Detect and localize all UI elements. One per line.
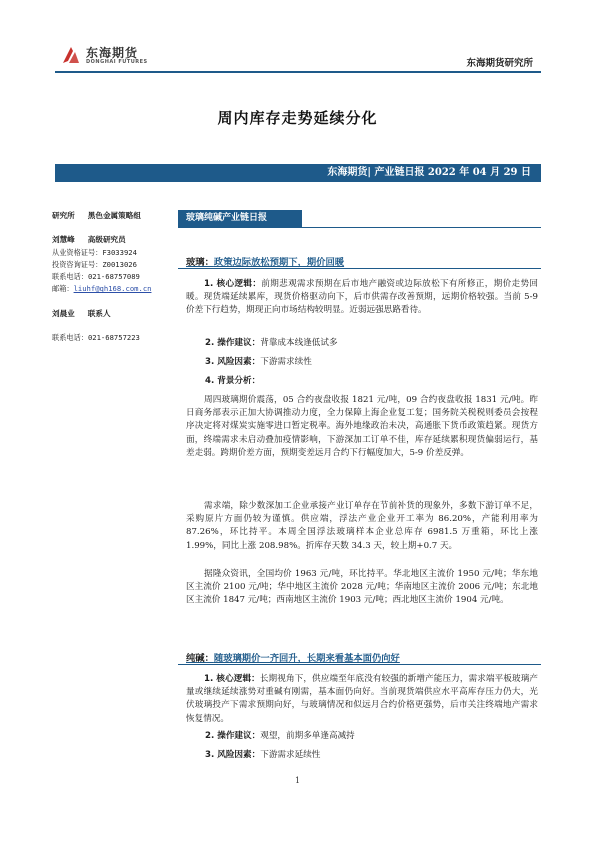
header-divider <box>55 71 541 73</box>
soda-logic <box>186 673 538 726</box>
person2-name: 刘晨业 <box>52 308 75 318</box>
glass-ops-text: 背靠成本线逢低试多 <box>260 338 338 348</box>
org-value: 黑色金属策略组 <box>87 211 141 220</box>
header-institute: 东海期货研究所 <box>466 58 533 69</box>
date-banner: 东海期货| 产业链日报 2022 年 04 月 29 日 <box>55 164 541 182</box>
glass-logic <box>186 278 538 318</box>
phone2-row <box>52 332 170 344</box>
soda-rule <box>178 664 541 665</box>
soda-logic-label: 1. 核心逻辑： <box>204 674 260 684</box>
glass-risk-text: 下游需求续性 <box>260 357 312 367</box>
soda-risk-text: 下游需求延续性 <box>260 750 321 760</box>
invest-value: Z0013026 <box>102 259 137 269</box>
section-heading-rule <box>178 227 541 228</box>
soda-subtitle <box>186 650 400 664</box>
person2-role: 联系人 <box>87 308 111 318</box>
glass-title: 政策边际放松预期下，期价回暖 <box>213 257 345 268</box>
soda-ops-label: 2. 操作建议： <box>205 731 261 741</box>
glass-risk-label: 3. 风险因素： <box>205 357 261 367</box>
soda-ops <box>205 730 355 743</box>
email-label: 邮箱： <box>52 284 74 294</box>
org-row <box>52 210 170 222</box>
glass-rule <box>178 268 541 269</box>
phone1-row <box>52 271 170 283</box>
soda-lead: 纯碱： <box>186 653 214 664</box>
glass-ops <box>205 337 338 350</box>
soda-title: 随玻璃期价一齐回升，长期来看基本面仍向好 <box>213 653 400 664</box>
glass-subtitle <box>186 254 344 268</box>
invest-row <box>52 259 170 271</box>
person1-role: 高级研究员 <box>87 235 126 245</box>
logo-text-en: DONGHAI FUTURES <box>86 59 148 65</box>
glass-bg-label: 4. 背景分析： <box>205 376 261 386</box>
glass-bg-p2 <box>186 500 538 553</box>
invest-label: 投资咨询证号： <box>52 259 103 269</box>
person2-row <box>52 308 170 320</box>
email-row <box>52 283 170 295</box>
phone2-value: 021-68757223 <box>87 333 140 343</box>
section-heading: 玻璃纯碱产业链日报 <box>178 210 302 227</box>
analyst-info <box>52 210 170 344</box>
logo-text-cn: 东海期货 <box>86 46 139 60</box>
report-title: 周内库存走势延续分化 <box>217 109 378 127</box>
license-row <box>52 247 170 259</box>
glass-bg-p1 <box>186 394 538 460</box>
phone1-label: 联系电话： <box>52 272 88 282</box>
soda-ops-text: 观望，前期多单逢高减持 <box>260 731 355 741</box>
glass-bg-p2-text: 需求端，除少数深加工企业承接产业订单存在节前补货的现象外，多数下游订单不足，采购原片方面仍较为谨慎。供应端，浮法产业企业开工率为 86.20%，产能利用率为 87.26%，环比持平。本周全国浮法玻璃样本企业总库存 6981.5 万重箱，环比上涨 1.99%，同比上涨 208.98%。折库存天数 34.3 天，较上期+0.7 天。 <box>186 501 538 551</box>
person1-row <box>52 234 170 246</box>
glass-ops-label: 2. 操作建议： <box>205 338 261 348</box>
org-label: 研究所 <box>52 211 75 220</box>
glass-logic-text: 前期悲观需求预期在后市地产融资或边际放松下有所修正，期价走势回暖。现货端延续累库，现货价格驱动向下，后市供需存改善预期，远期价格较强。当前 5-9 价差下行趋势，期现正向市场结构较明显。近弱远强思路看待。 <box>186 279 538 316</box>
glass-lead: 玻璃： <box>186 257 214 268</box>
license-value: F3033924 <box>102 247 137 257</box>
phone2-label: 联系电话： <box>52 333 88 343</box>
soda-risk <box>205 749 320 762</box>
glass-bg-p1-text: 周四玻璃期价震荡，05 合约夜盘收报 1821 元/吨，09 合约夜盘收报 1831 元/吨。昨日商务部表示正加大协调推动力度，全力保障上海企业复工复；国务院关税税则委员会按程序决定将对煤炭实施零进口暂定税率。海外地缘政治未决，高通胀下货币政策趋紧。现货方面，终端需求未启动叠加疫情影响，下游深加工订单不佳，库存延续累积现货偏弱运行，基差走弱。跨期价差方面，预期变差远月合约下行幅度加大，5-9 价差反弹。 <box>186 395 538 458</box>
page-number: 1 <box>294 776 301 785</box>
glass-bg-p3-text: 据隆众资讯，全国均价 1963 元/吨，环比持平。华北地区主流价 1950 元/吨；华东地区主流价 2100 元/吨；华中地区主流价 2028 元/吨；华南地区主流价 2006 元/吨；东北地区主流价 1847 元/吨；西南地区主流价 1903 元/吨；西北地区主流价 1904 元/吨。 <box>186 569 538 606</box>
glass-bg <box>205 375 260 388</box>
soda-risk-label: 3. 风险因素： <box>205 750 261 760</box>
glass-bg-p3 <box>186 568 538 608</box>
donghai-logo-icon <box>60 44 82 66</box>
phone1-value: 021-68757089 <box>87 272 140 282</box>
soda-logic-text: 长期视角下，供应端至年底没有较强的新增产能压力，需求端平板玻璃产量或继续延续涨势对重碱有刚需，基本面仍向好。当前现货端供应水平高库存压力仍大，光伏玻璃投产下需求预期向好，与玻璃情况和似远月合约价格更强势，后市关注终端地产需求恢复情况。 <box>186 674 538 724</box>
glass-logic-label: 1. 核心逻辑： <box>204 279 262 289</box>
glass-risk <box>205 356 312 369</box>
license-label: 从业资格证号： <box>52 247 103 257</box>
person1-name: 刘慧峰 <box>52 235 75 245</box>
email-link[interactable]: liuhf@qh168.com.cn <box>73 284 152 294</box>
